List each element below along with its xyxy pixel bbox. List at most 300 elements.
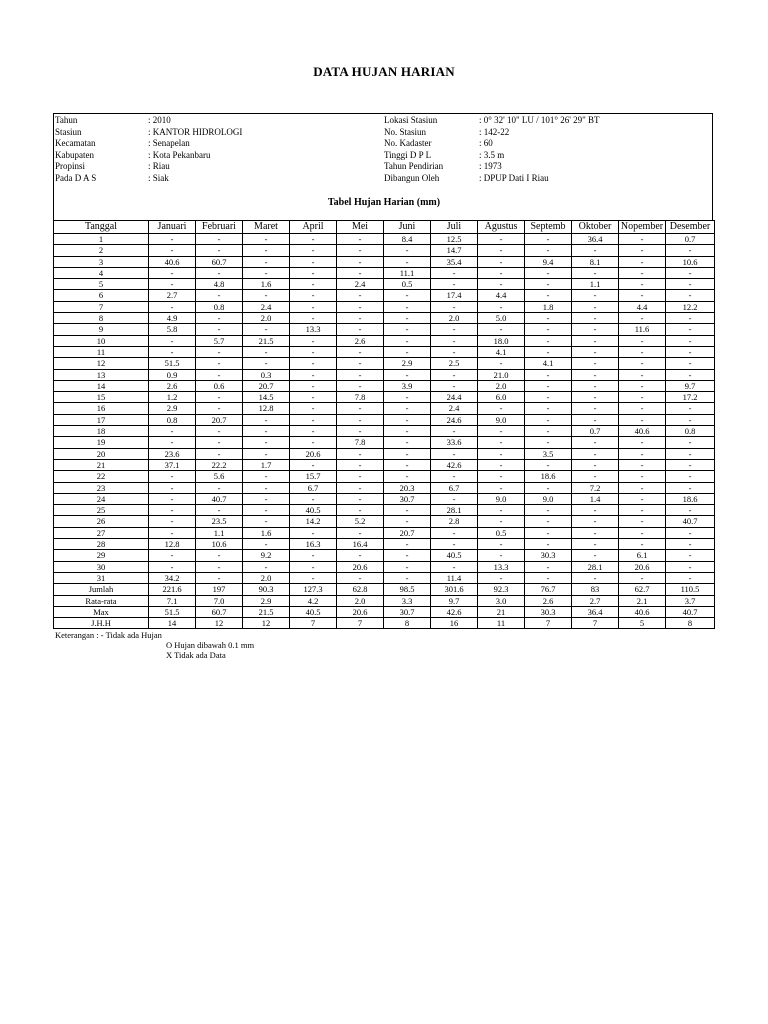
rainfall-cell: 2.9 (149, 403, 196, 414)
rainfall-cell: - (290, 346, 337, 357)
summary-value-cell: 2.9 (243, 595, 290, 606)
station-labels-right (384, 115, 443, 184)
rainfall-cell: - (572, 335, 619, 346)
summary-value-cell: 21 (478, 606, 525, 617)
rainfall-cell: - (290, 267, 337, 278)
rainfall-cell: - (196, 267, 243, 278)
rainfall-cell: - (525, 482, 572, 493)
rainfall-cell: - (572, 403, 619, 414)
rainfall-cell: - (666, 290, 715, 301)
rainfall-cell: - (431, 346, 478, 357)
day-cell: 13 (54, 369, 149, 380)
station-field-label: Kabupaten (55, 149, 94, 160)
station-field-label: Tahun (55, 115, 78, 125)
summary-value-cell: 76.7 (525, 584, 572, 595)
legend-no-data: X Tidak ada Data (166, 650, 226, 660)
rainfall-cell: - (337, 358, 384, 369)
rainfall-cell: - (478, 459, 525, 470)
day-cell: 20 (54, 448, 149, 459)
rainfall-cell: - (619, 369, 666, 380)
rainfall-cell: - (572, 414, 619, 425)
rainfall-cell: - (572, 301, 619, 312)
rainfall-cell: 0.5 (384, 279, 431, 290)
rainfall-cell: 2.6 (337, 335, 384, 346)
table-row (54, 550, 715, 561)
table-row (54, 493, 715, 504)
station-field-value: : 2010 (148, 115, 171, 125)
rainfall-cell: 2.0 (478, 380, 525, 391)
rainfall-cell: - (243, 245, 290, 256)
table-row (54, 572, 715, 583)
rainfall-cell: - (666, 561, 715, 572)
rainfall-cell: - (572, 437, 619, 448)
summary-value-cell: 2.6 (525, 595, 572, 606)
rainfall-cell: - (384, 414, 431, 425)
rainfall-cell: 24.6 (431, 414, 478, 425)
day-cell: 2 (54, 245, 149, 256)
rainfall-cell: - (149, 234, 196, 245)
column-header-date: Tanggal (54, 221, 149, 234)
rainfall-cell: 6.7 (431, 482, 478, 493)
rainfall-cell: - (572, 313, 619, 324)
summary-value-cell: 40.7 (666, 606, 715, 617)
rainfall-cell: - (243, 358, 290, 369)
rainfall-cell: 14.5 (243, 392, 290, 403)
column-header-month: Januari (149, 221, 196, 234)
rainfall-cell: 2.8 (431, 516, 478, 527)
rainfall-cell: 36.4 (572, 234, 619, 245)
table-row (54, 505, 715, 516)
rainfall-cell: - (619, 539, 666, 550)
rainfall-cell: 14.2 (290, 516, 337, 527)
rainfall-cell: - (243, 505, 290, 516)
rainfall-cell: 5.2 (337, 516, 384, 527)
page-title: DATA HUJAN HARIAN (313, 64, 455, 79)
rainfall-cell: - (243, 290, 290, 301)
day-cell: 22 (54, 471, 149, 482)
station-field-value: : 1973 (479, 161, 502, 171)
summary-value-cell: 8 (384, 618, 431, 629)
summary-value-cell: 14 (149, 618, 196, 629)
rainfall-cell: - (337, 572, 384, 583)
rainfall-cell: - (619, 471, 666, 482)
rainfall-cell: 0.7 (572, 426, 619, 437)
rainfall-cell: 11.1 (384, 267, 431, 278)
table-row (54, 561, 715, 572)
summary-value-cell: 30.7 (384, 606, 431, 617)
summary-value-cell: 7 (572, 618, 619, 629)
rainfall-cell: - (478, 516, 525, 527)
table-row (54, 527, 715, 538)
summary-value-cell: 11 (478, 618, 525, 629)
rainfall-cell: - (337, 459, 384, 470)
rainfall-cell: - (196, 550, 243, 561)
rainfall-cell: - (290, 550, 337, 561)
rainfall-cell: - (525, 279, 572, 290)
day-cell: 27 (54, 527, 149, 538)
summary-value-cell: 7.1 (149, 595, 196, 606)
rainfall-cell: - (337, 245, 384, 256)
summary-value-cell: 62.7 (619, 584, 666, 595)
rainfall-cell: - (572, 516, 619, 527)
rainfall-cell: - (196, 358, 243, 369)
rainfall-cell: - (525, 392, 572, 403)
rainfall-cell: - (666, 335, 715, 346)
rainfall-cell: 10.6 (196, 539, 243, 550)
rainfall-cell: - (243, 493, 290, 504)
rainfall-cell: - (337, 505, 384, 516)
rainfall-cell: - (478, 403, 525, 414)
table-row (54, 539, 715, 550)
rainfall-cell: - (196, 403, 243, 414)
rainfall-cell: 11.6 (619, 324, 666, 335)
rainfall-cell: - (619, 256, 666, 267)
table-row (54, 313, 715, 324)
rainfall-cell: 12.2 (666, 301, 715, 312)
rainfall-cell: - (666, 482, 715, 493)
rainfall-cell: - (431, 493, 478, 504)
column-header-month: Agustus (478, 221, 525, 234)
rainfall-cell: - (431, 471, 478, 482)
rainfall-cell: - (384, 459, 431, 470)
rainfall-cell: 15.7 (290, 471, 337, 482)
rainfall-cell: 28.1 (572, 561, 619, 572)
rainfall-cell: 20.6 (619, 561, 666, 572)
rainfall-cell: - (337, 346, 384, 357)
rainfall-cell: - (149, 267, 196, 278)
column-header-month: Desember (666, 221, 715, 234)
rainfall-cell: - (431, 335, 478, 346)
summary-label-cell: Jumlah (54, 584, 149, 595)
rainfall-cell: - (290, 279, 337, 290)
rainfall-cell: - (572, 267, 619, 278)
rainfall-cell: - (196, 290, 243, 301)
rainfall-cell: - (196, 505, 243, 516)
rainfall-cell: 21.0 (478, 369, 525, 380)
legend-below-threshold: O Hujan dibawah 0.1 mm (166, 640, 255, 650)
rainfall-cell: - (243, 256, 290, 267)
rainfall-cell: 9.0 (478, 414, 525, 425)
rainfall-cell: - (478, 245, 525, 256)
rainfall-cell: - (572, 572, 619, 583)
rainfall-cell: - (666, 459, 715, 470)
rainfall-cell: - (525, 346, 572, 357)
summary-value-cell: 21.5 (243, 606, 290, 617)
rainfall-cell: - (619, 505, 666, 516)
rainfall-cell: - (525, 459, 572, 470)
table-row (54, 403, 715, 414)
rainfall-cell: 2.0 (243, 313, 290, 324)
rainfall-cell: - (666, 245, 715, 256)
rainfall-cell: 30.7 (384, 493, 431, 504)
rainfall-cell: - (525, 380, 572, 391)
rainfall-cell: - (478, 267, 525, 278)
rainfall-cell: - (290, 358, 337, 369)
rainfall-cell: 4.1 (478, 346, 525, 357)
legend-no-rain: Keterangan : - Tidak ada Hujan (55, 630, 162, 640)
rainfall-cell: - (149, 482, 196, 493)
rainfall-cell: - (337, 426, 384, 437)
summary-value-cell: 3.0 (478, 595, 525, 606)
day-cell: 21 (54, 459, 149, 470)
rainfall-cell: - (619, 392, 666, 403)
rainfall-cell: 0.8 (666, 426, 715, 437)
rainfall-cell: - (478, 539, 525, 550)
station-values-left (148, 115, 242, 184)
rainfall-cell: - (525, 561, 572, 572)
table-row (54, 290, 715, 301)
rainfall-cell: 4.4 (478, 290, 525, 301)
rainfall-cell: - (290, 313, 337, 324)
rainfall-cell: 9.4 (525, 256, 572, 267)
rainfall-cell: 2.4 (243, 301, 290, 312)
summary-value-cell: 40.5 (290, 606, 337, 617)
station-field-label: Tinggi D P L (384, 149, 432, 160)
rainfall-cell: 3.5 (525, 448, 572, 459)
rainfall-cell: 2.0 (243, 572, 290, 583)
rainfall-cell: 17.2 (666, 392, 715, 403)
table-row (54, 448, 715, 459)
table-row (54, 482, 715, 493)
day-cell: 7 (54, 301, 149, 312)
summary-value-cell: 7 (337, 618, 384, 629)
rainfall-cell: - (384, 290, 431, 301)
summary-value-cell: 36.4 (572, 606, 619, 617)
rainfall-cell: - (666, 414, 715, 425)
rainfall-cell: - (290, 380, 337, 391)
summary-value-cell: 40.6 (619, 606, 666, 617)
rainfall-cell: - (149, 493, 196, 504)
day-cell: 4 (54, 267, 149, 278)
rainfall-cell: - (149, 505, 196, 516)
day-cell: 25 (54, 505, 149, 516)
table-row (54, 358, 715, 369)
column-header-month: April (290, 221, 337, 234)
station-field-label: Pada D A S (55, 172, 97, 183)
rainfall-cell: 20.7 (196, 414, 243, 425)
rainfall-cell: - (384, 437, 431, 448)
rainfall-cell: - (290, 403, 337, 414)
rainfall-cell: - (196, 234, 243, 245)
rainfall-cell: - (384, 471, 431, 482)
rainfall-cell: 1.1 (572, 279, 619, 290)
rainfall-cell: - (525, 335, 572, 346)
rainfall-cell: - (619, 290, 666, 301)
rainfall-cell: - (478, 426, 525, 437)
rainfall-cell: - (572, 380, 619, 391)
summary-value-cell: 8 (666, 618, 715, 629)
table-title: Tabel Hujan Harian (mm) (327, 197, 441, 208)
rainfall-cell: 9.0 (525, 493, 572, 504)
rainfall-cell: - (337, 313, 384, 324)
rainfall-cell: - (525, 426, 572, 437)
rainfall-cell: 34.2 (149, 572, 196, 583)
station-values-right (479, 115, 600, 184)
rainfall-cell: - (478, 437, 525, 448)
rainfall-cell: - (666, 437, 715, 448)
column-header-month: Juli (431, 221, 478, 234)
rainfall-cell: 33.6 (431, 437, 478, 448)
rainfall-cell: 16.4 (337, 539, 384, 550)
rainfall-cell: - (243, 539, 290, 550)
table-row (54, 414, 715, 425)
rainfall-cell: - (149, 335, 196, 346)
rainfall-cell: - (666, 471, 715, 482)
rainfall-cell: - (666, 505, 715, 516)
rainfall-cell: - (666, 267, 715, 278)
rainfall-cell: - (337, 234, 384, 245)
rainfall-cell: - (384, 313, 431, 324)
table-row (54, 279, 715, 290)
table-row (54, 392, 715, 403)
rainfall-cell: - (431, 448, 478, 459)
rainfall-cell: 42.6 (431, 459, 478, 470)
rainfall-cell: 7.8 (337, 392, 384, 403)
rainfall-cell: - (525, 313, 572, 324)
rainfall-cell: - (619, 516, 666, 527)
rainfall-cell: 4.1 (525, 358, 572, 369)
table-row (54, 267, 715, 278)
rainfall-cell: - (243, 414, 290, 425)
station-field-value: : Riau (148, 161, 170, 171)
station-field-value: : Kota Pekanbaru (148, 149, 211, 160)
rainfall-cell: - (619, 279, 666, 290)
rainfall-cell: - (337, 290, 384, 301)
rainfall-cell: 28.1 (431, 505, 478, 516)
rainfall-cell: - (619, 358, 666, 369)
rainfall-cell: - (149, 426, 196, 437)
summary-row (54, 618, 715, 629)
rainfall-cell: 17.4 (431, 290, 478, 301)
rainfall-cell: - (525, 369, 572, 380)
rainfall-cell: - (666, 527, 715, 538)
day-cell: 17 (54, 414, 149, 425)
summary-value-cell: 5 (619, 618, 666, 629)
rainfall-cell: 12.8 (149, 539, 196, 550)
rainfall-cell: 35.4 (431, 256, 478, 267)
rainfall-cell: - (384, 369, 431, 380)
rainfall-cell: 9.2 (243, 550, 290, 561)
rainfall-cell: - (525, 414, 572, 425)
rainfall-cell: - (666, 346, 715, 357)
rainfall-cell: - (243, 267, 290, 278)
rainfall-cell: - (196, 392, 243, 403)
rainfall-cell: - (149, 550, 196, 561)
rainfall-cell: - (572, 550, 619, 561)
rainfall-cell: - (572, 324, 619, 335)
rainfall-cell: - (337, 324, 384, 335)
rainfall-cell: - (290, 301, 337, 312)
rainfall-cell: - (478, 572, 525, 583)
rainfall-cell: - (243, 471, 290, 482)
table-row (54, 234, 715, 245)
rainfall-cell: - (431, 380, 478, 391)
station-field-label: No. Stasiun (384, 126, 427, 137)
rainfall-cell: - (196, 324, 243, 335)
rainfall-cell: - (384, 561, 431, 572)
rainfall-cell: 8.4 (384, 234, 431, 245)
rainfall-cell: - (290, 245, 337, 256)
rainfall-cell: - (243, 234, 290, 245)
day-cell: 19 (54, 437, 149, 448)
table-row (54, 346, 715, 357)
column-header-month: Maret (243, 221, 290, 234)
rainfall-cell: - (666, 550, 715, 561)
summary-value-cell: 98.5 (384, 584, 431, 595)
rainfall-cell: - (243, 516, 290, 527)
rainfall-cell: - (666, 369, 715, 380)
table-row (54, 245, 715, 256)
rainfall-cell: - (196, 313, 243, 324)
rainfall-cell: - (290, 561, 337, 572)
rainfall-cell: - (149, 437, 196, 448)
rainfall-cell: 40.6 (149, 256, 196, 267)
rainfall-cell: 0.3 (243, 369, 290, 380)
rainfall-cell: 1.6 (243, 279, 290, 290)
rainfall-cell: - (196, 369, 243, 380)
summary-value-cell: 110.5 (666, 584, 715, 595)
rainfall-cell: - (478, 482, 525, 493)
rainfall-cell: - (431, 279, 478, 290)
rainfall-cell: - (243, 437, 290, 448)
summary-value-cell: 2.1 (619, 595, 666, 606)
summary-value-cell: 7.0 (196, 595, 243, 606)
station-field-value: : Senapelan (148, 138, 190, 148)
rainfall-cell: - (384, 245, 431, 256)
rainfall-cell: 37.1 (149, 459, 196, 470)
rainfall-cell: - (243, 561, 290, 572)
rainfall-cell: - (290, 493, 337, 504)
rainfall-cell: 0.7 (666, 234, 715, 245)
rainfall-cell: - (149, 561, 196, 572)
summary-value-cell: 60.7 (196, 606, 243, 617)
rainfall-cell: 2.9 (384, 358, 431, 369)
rainfall-cell: 14.7 (431, 245, 478, 256)
station-field-label: Lokasi Stasiun (384, 115, 438, 125)
table-header-row (54, 221, 715, 234)
station-field-label: Propinsi (55, 161, 86, 171)
rainfall-cell: 11.4 (431, 572, 478, 583)
rainfall-cell: - (337, 267, 384, 278)
rainfall-cell: 8.1 (572, 256, 619, 267)
day-cell: 16 (54, 403, 149, 414)
rainfall-cell: - (384, 335, 431, 346)
rainfall-cell: - (619, 493, 666, 504)
rainfall-cell: - (337, 301, 384, 312)
rainfall-cell: - (290, 290, 337, 301)
rainfall-cell: 2.4 (337, 279, 384, 290)
summary-label-cell: J.H.H (54, 618, 149, 629)
rainfall-cell: - (384, 539, 431, 550)
summary-value-cell: 9.7 (431, 595, 478, 606)
summary-row (54, 606, 715, 617)
rainfall-cell: - (337, 550, 384, 561)
rainfall-cell: 0.9 (149, 369, 196, 380)
rainfall-cell: - (290, 426, 337, 437)
rainfall-cell: 40.6 (619, 426, 666, 437)
day-cell: 30 (54, 561, 149, 572)
rainfall-cell: - (619, 482, 666, 493)
table-row (54, 426, 715, 437)
day-cell: 18 (54, 426, 149, 437)
rainfall-cell: - (337, 414, 384, 425)
rainfall-cell: - (337, 380, 384, 391)
rainfall-cell: - (384, 324, 431, 335)
rainfall-cell: 6.1 (619, 550, 666, 561)
table-row (54, 380, 715, 391)
column-header-month: Februari (196, 221, 243, 234)
day-cell: 1 (54, 234, 149, 245)
